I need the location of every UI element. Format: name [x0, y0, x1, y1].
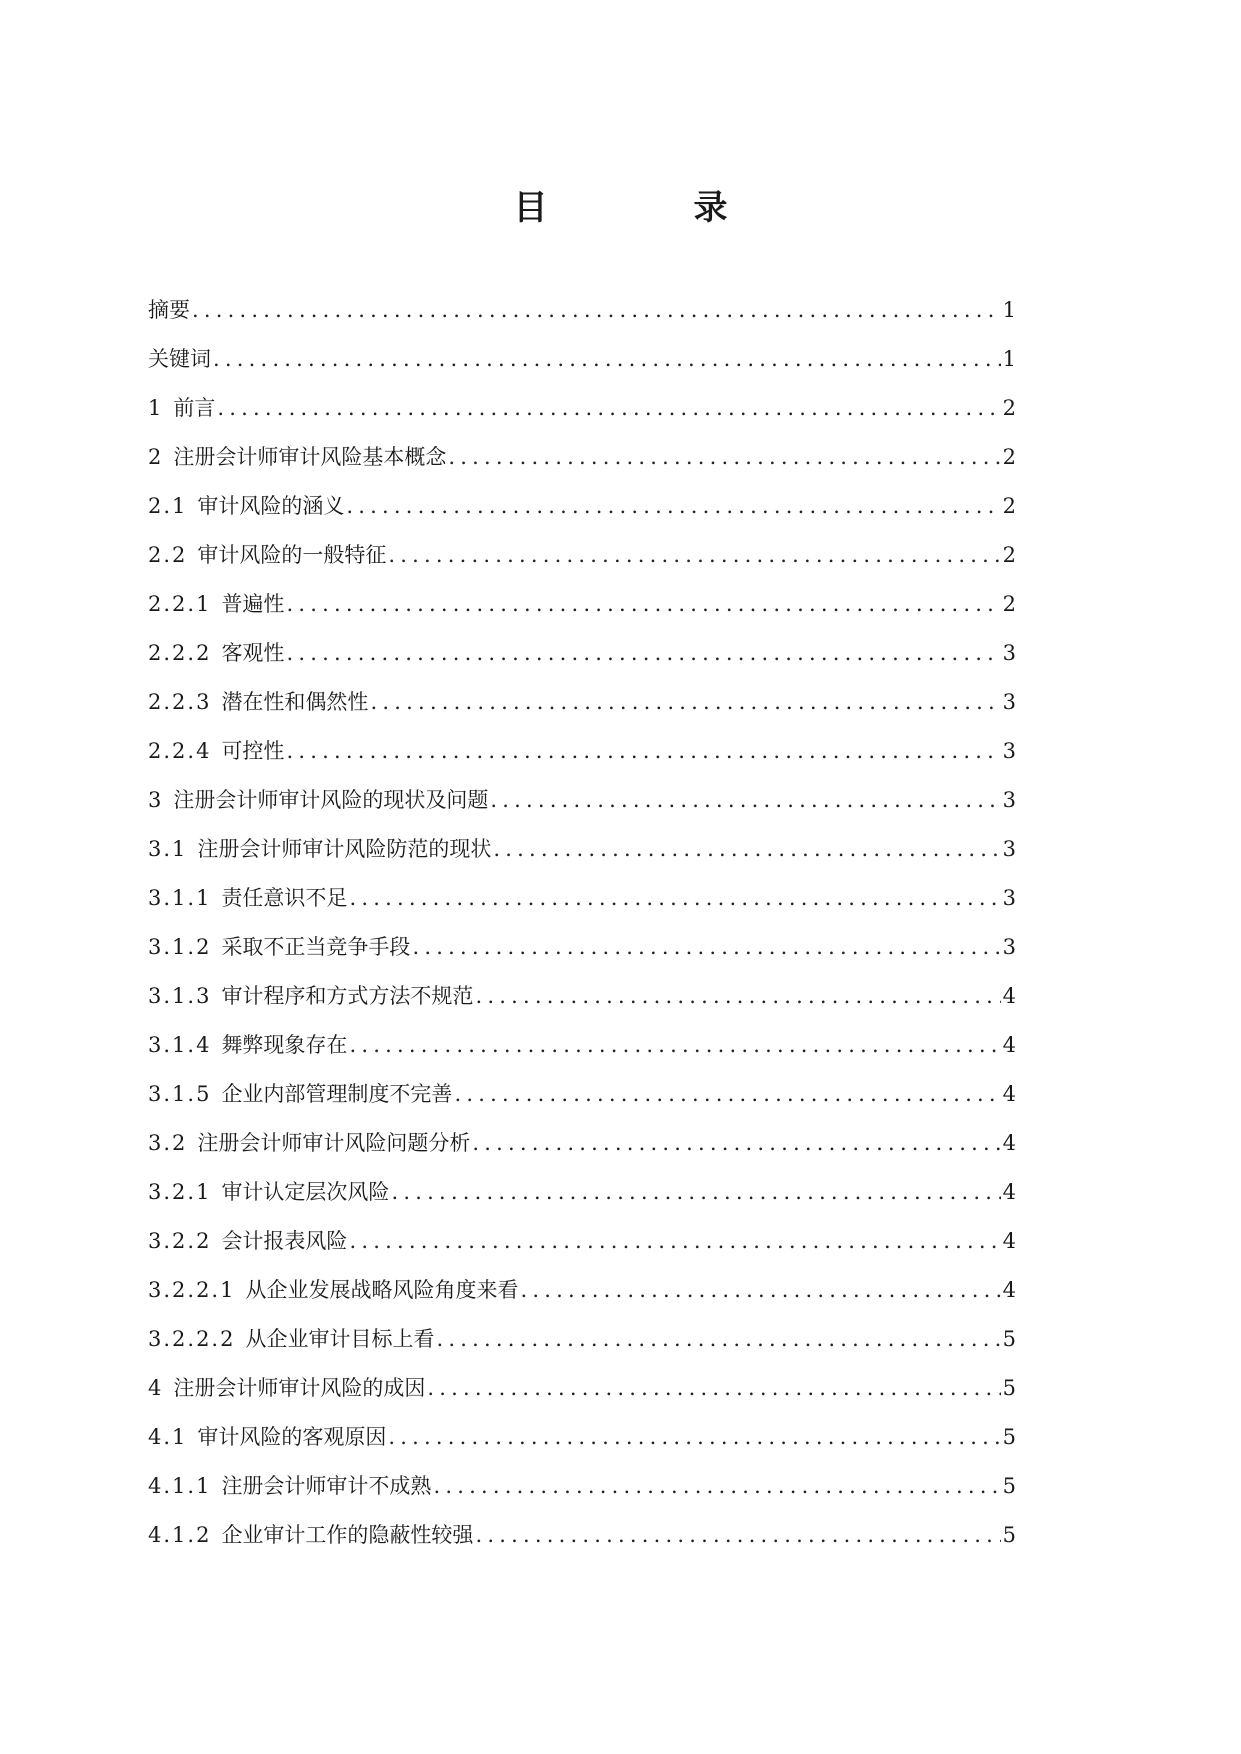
toc-entry-label	[148, 736, 284, 766]
toc-entry-page-number: 3	[1002, 739, 1016, 763]
toc-entry-page-number: 1	[1002, 298, 1016, 322]
toc-entry-number: 2.2.4	[148, 739, 212, 763]
toc-entry-text: 采取不正当竞争手段	[221, 935, 411, 959]
toc-entry	[148, 883, 1016, 932]
toc-entry-page-number: 5	[1002, 1425, 1016, 1449]
toc-entry-number: 4	[148, 1376, 164, 1400]
toc-entry	[148, 1373, 1016, 1422]
toc-entry-page-number: 4	[1002, 984, 1016, 1008]
toc-entry-text: 注册会计师审计风险问题分析	[197, 1131, 471, 1155]
toc-entry	[148, 589, 1016, 638]
toc-entry-number: 1	[148, 396, 164, 420]
dot-leader	[436, 1324, 1000, 1354]
dot-leader	[472, 1128, 1000, 1158]
dot-leader	[475, 1520, 1000, 1550]
toc-entry-page-number: 3	[1002, 641, 1016, 665]
toc-entry-text: 会计报表风险	[221, 1229, 348, 1253]
toc-entry-label	[148, 834, 491, 864]
toc-entry-number: 3.2.1	[148, 1180, 212, 1204]
toc-entry-label	[148, 687, 368, 717]
toc-entry-text: 注册会计师审计风险基本概念	[173, 445, 447, 469]
dot-leader	[391, 1177, 1000, 1207]
toc-entry-page-number: 5	[1002, 1376, 1016, 1400]
toc-entry-number: 4.1	[148, 1425, 188, 1449]
toc-entry-label	[148, 1177, 389, 1207]
toc-entry-label	[148, 785, 488, 815]
toc-entry-label	[148, 1373, 425, 1403]
toc-entry-number: 3.1.2	[148, 935, 212, 959]
toc-entry-label	[148, 1471, 431, 1501]
toc-entry-number: 4.1.2	[148, 1523, 212, 1547]
toc-entry-text: 审计风险的一般特征	[197, 543, 387, 567]
toc-entry-text: 关键词	[148, 347, 211, 371]
dot-leader	[346, 491, 1000, 521]
toc-entry-text: 注册会计师审计不成熟	[221, 1474, 432, 1498]
toc-entry-number: 4.1.1	[148, 1474, 212, 1498]
toc-entry-page-number: 4	[1002, 1082, 1016, 1106]
toc-entry-page-number: 2	[1002, 592, 1016, 616]
toc-entry-page-number: 3	[1002, 935, 1016, 959]
toc-entry-number: 2.2.3	[148, 690, 212, 714]
toc-entry-text: 责任意识不足	[221, 886, 348, 910]
toc-entry-label	[148, 491, 344, 521]
toc-entry-label	[148, 1030, 347, 1060]
dot-leader	[349, 1030, 1000, 1060]
dot-leader	[493, 834, 1000, 864]
toc-entry	[148, 540, 1016, 589]
toc-entry-number: 3.1.3	[148, 984, 212, 1008]
dot-leader	[475, 981, 1000, 1011]
toc-entry-text: 从企业发展战略风险角度来看	[245, 1278, 519, 1302]
toc-entry	[148, 442, 1016, 491]
toc-entry-label	[148, 932, 410, 962]
dot-leader	[388, 1422, 1000, 1452]
toc-entry-number: 3	[148, 788, 164, 812]
toc-entry-label	[148, 1128, 470, 1158]
toc-entry-label	[148, 1079, 452, 1109]
dot-leader	[370, 687, 1000, 717]
dot-leader	[454, 1079, 1000, 1109]
toc-entry	[148, 834, 1016, 883]
toc-entry-label	[148, 295, 190, 325]
toc-entry-number: 3.1.4	[148, 1033, 212, 1057]
toc-entry	[148, 344, 1016, 393]
dot-leader	[286, 638, 1000, 668]
dot-leader	[286, 589, 1000, 619]
toc-entry-label	[148, 1226, 347, 1256]
dot-leader	[412, 932, 1000, 962]
toc-entry-text: 从企业审计目标上看	[245, 1327, 435, 1351]
toc-entry-text: 舞弊现象存在	[221, 1033, 348, 1057]
dot-leader	[217, 393, 1000, 423]
toc-entry-number: 2.2.1	[148, 592, 212, 616]
toc-entry-text: 企业审计工作的隐蔽性较强	[221, 1523, 474, 1547]
toc-entry	[148, 1471, 1016, 1520]
toc-entry-page-number: 4	[1002, 1033, 1016, 1057]
toc-entry-page-number: 3	[1002, 886, 1016, 910]
dot-leader	[448, 442, 1000, 472]
toc-entry	[148, 1079, 1016, 1128]
toc-entry	[148, 1520, 1016, 1569]
toc-entry-text: 可控性	[221, 739, 285, 763]
toc-entry-text: 普遍性	[221, 592, 285, 616]
toc-entry	[148, 687, 1016, 736]
dot-leader	[433, 1471, 1000, 1501]
toc-entry-text: 摘要	[148, 298, 190, 322]
toc-list	[148, 295, 1016, 1569]
toc-entry-page-number: 4	[1002, 1131, 1016, 1155]
toc-entry-number: 3.1	[148, 837, 188, 861]
toc-entry-label	[148, 981, 473, 1011]
toc-entry	[148, 1275, 1016, 1324]
toc-entry-number: 3.2.2	[148, 1229, 212, 1253]
toc-entry-text: 企业内部管理制度不完善	[221, 1082, 453, 1106]
dot-leader	[286, 736, 1000, 766]
toc-entry-text: 潜在性和偶然性	[221, 690, 369, 714]
toc-entry-number: 3.2.2.1	[148, 1278, 236, 1302]
dot-leader	[520, 1275, 1000, 1305]
toc-entry-number: 3.1.1	[148, 886, 212, 910]
toc-entry-label	[148, 1275, 518, 1305]
toc-entry-page-number: 2	[1002, 543, 1016, 567]
toc-entry	[148, 932, 1016, 981]
toc-entry-text: 注册会计师审计风险的现状及问题	[173, 788, 489, 812]
toc-entry-page-number: 3	[1002, 837, 1016, 861]
toc-entry-label	[148, 540, 386, 570]
toc-entry-number: 3.1.5	[148, 1082, 212, 1106]
toc-entry-label	[148, 442, 446, 472]
toc-entry-number: 3.2	[148, 1131, 188, 1155]
toc-entry-page-number: 4	[1002, 1180, 1016, 1204]
dot-leader	[349, 883, 1000, 913]
toc-entry-number: 2	[148, 445, 164, 469]
dot-leader	[192, 295, 1001, 325]
toc-entry-text: 客观性	[221, 641, 285, 665]
toc-entry-text: 审计认定层次风险	[221, 1180, 390, 1204]
toc-entry	[148, 491, 1016, 540]
toc-entry-text: 审计风险的客观原因	[197, 1425, 387, 1449]
toc-entry-page-number: 5	[1002, 1327, 1016, 1351]
toc-entry-page-number: 3	[1002, 690, 1016, 714]
toc-entry-page-number: 2	[1002, 445, 1016, 469]
toc-entry-label	[148, 1324, 434, 1354]
toc-entry-label	[148, 589, 284, 619]
toc-entry	[148, 981, 1016, 1030]
toc-entry-text: 审计风险的涵义	[197, 494, 345, 518]
toc-entry	[148, 638, 1016, 687]
toc-entry-page-number: 2	[1002, 494, 1016, 518]
toc-entry-page-number: 5	[1002, 1523, 1016, 1547]
page-title: 目 录	[513, 188, 784, 228]
toc-entry	[148, 295, 1016, 344]
toc-entry	[148, 1177, 1016, 1226]
toc-entry	[148, 393, 1016, 442]
dot-leader	[490, 785, 1000, 815]
dot-leader	[213, 344, 1001, 374]
toc-entry-label	[148, 344, 211, 374]
dot-leader	[427, 1373, 1000, 1403]
toc-entry	[148, 1226, 1016, 1275]
toc-entry-number: 2.1	[148, 494, 188, 518]
toc-entry-text: 注册会计师审计风险的成因	[173, 1376, 426, 1400]
toc-entry-page-number: 2	[1002, 396, 1016, 420]
toc-entry	[148, 785, 1016, 834]
toc-entry-label	[148, 1422, 386, 1452]
toc-entry-number: 2.2.2	[148, 641, 212, 665]
toc-entry-number: 3.2.2.2	[148, 1327, 236, 1351]
toc-entry-label	[148, 638, 284, 668]
toc-entry-page-number: 4	[1002, 1278, 1016, 1302]
toc-entry	[148, 1324, 1016, 1373]
dot-leader	[388, 540, 1000, 570]
dot-leader	[349, 1226, 1000, 1256]
toc-entry-number: 2.2	[148, 543, 188, 567]
toc-entry-page-number: 3	[1002, 788, 1016, 812]
toc-entry-page-number: 4	[1002, 1229, 1016, 1253]
toc-entry-page-number: 5	[1002, 1474, 1016, 1498]
toc-entry-text: 注册会计师审计风险防范的现状	[197, 837, 492, 861]
toc-entry-text: 前言	[173, 396, 216, 420]
toc-entry	[148, 736, 1016, 785]
toc-entry-label	[148, 1520, 473, 1550]
toc-entry	[148, 1030, 1016, 1079]
toc-entry-page-number: 1	[1002, 347, 1016, 371]
toc-entry-label	[148, 393, 215, 423]
toc-entry-text: 审计程序和方式方法不规范	[221, 984, 474, 1008]
toc-entry	[148, 1128, 1016, 1177]
toc-entry-label	[148, 883, 347, 913]
toc-entry	[148, 1422, 1016, 1471]
